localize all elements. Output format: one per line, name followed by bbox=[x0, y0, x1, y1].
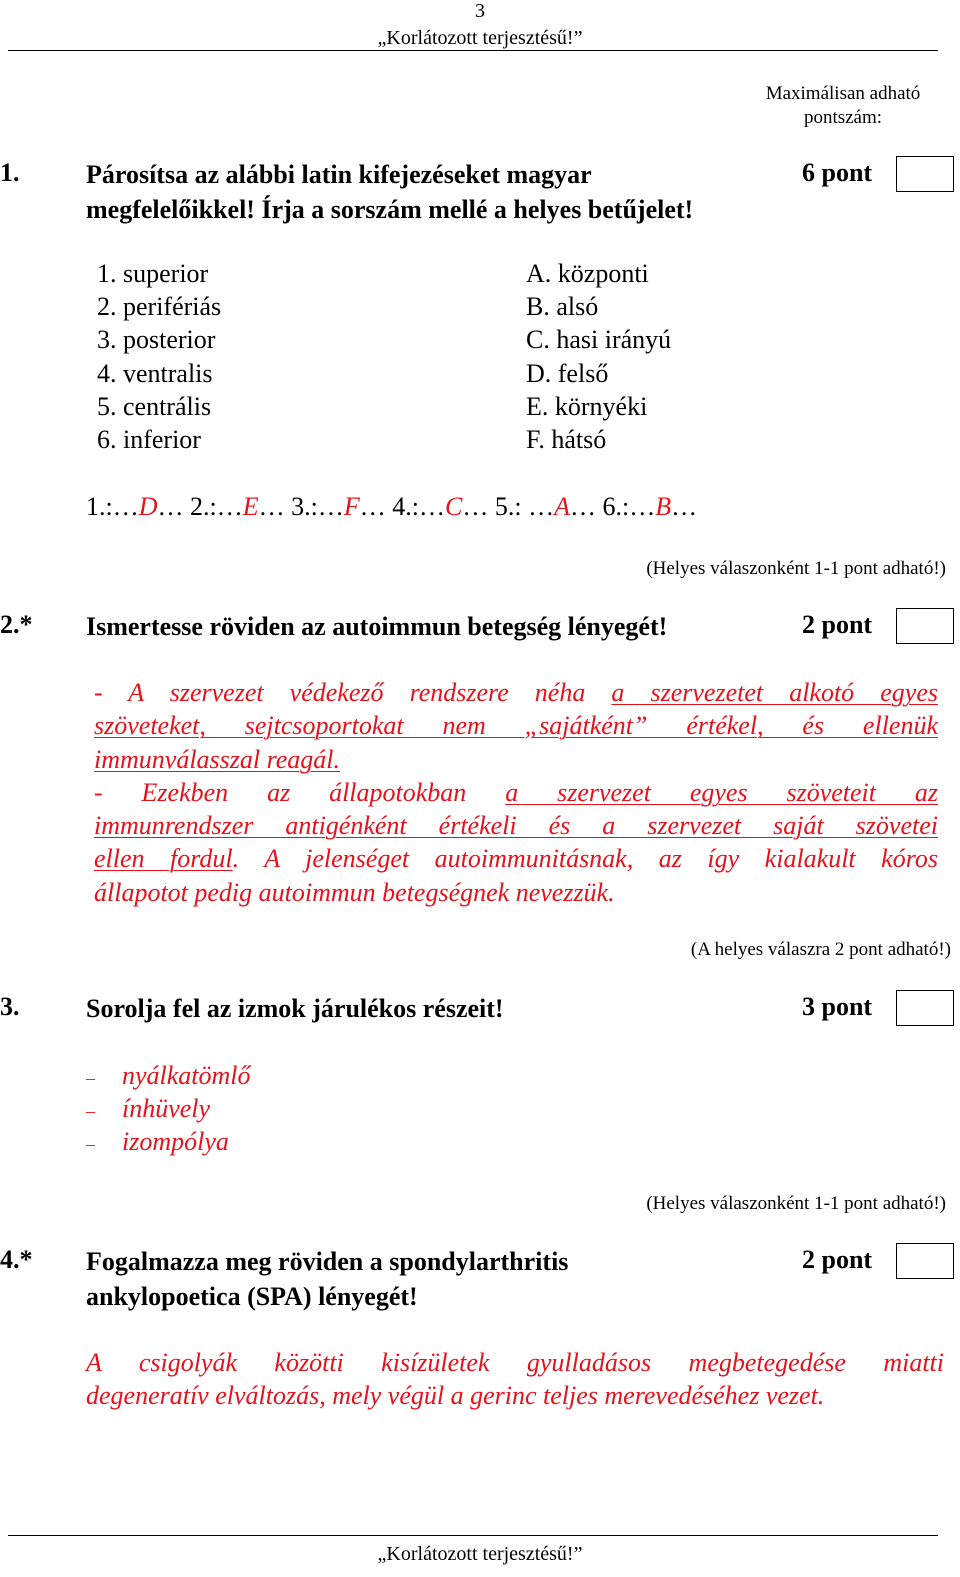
q1-right-item: A. központi bbox=[526, 259, 649, 288]
q1-answer-suffix: … bbox=[258, 492, 292, 521]
q1-left-item: 4. ventralis bbox=[97, 359, 213, 388]
q4-score-box[interactable] bbox=[896, 1243, 954, 1279]
q1-left-item: 5. centrális bbox=[97, 392, 212, 421]
q2-points: 2 pont bbox=[802, 610, 873, 639]
q1-answer-suffix: … bbox=[671, 492, 698, 521]
q4-answer bbox=[86, 1346, 944, 1413]
q4-answer-line: A csigolyák közötti kisízületek gyulladásos megbetegedése miatti bbox=[86, 1348, 944, 1377]
q1-right-item: C. hasi irányú bbox=[526, 325, 672, 354]
q2-answer-line bbox=[94, 876, 938, 909]
q2-score-box[interactable] bbox=[896, 608, 954, 644]
header-rule bbox=[8, 50, 938, 51]
q2-answer-text: . A jelenséget autoimmunitásnak, az így kialakult kóros bbox=[232, 844, 938, 874]
q3-score-box[interactable] bbox=[896, 990, 954, 1026]
q1-text-line2: megfelelőikkel! Írja a sorszám mellé a helyes betűjelet! bbox=[86, 195, 694, 224]
q2-answer-text: - Ezekben az állapotokban bbox=[94, 777, 506, 807]
q3-number: 3. bbox=[0, 992, 20, 1021]
q2-answer-underlined: ellen fordul bbox=[94, 844, 233, 874]
q4-points: 2 pont bbox=[802, 1245, 873, 1274]
q4-answer-line: degeneratív elváltozás, mely végül a gerinc teljes merevedéséhez vezet. bbox=[86, 1381, 825, 1411]
q2-number: 2.* bbox=[0, 610, 33, 639]
footer-rule bbox=[8, 1535, 938, 1536]
list-item bbox=[86, 1127, 229, 1157]
q3-points: 3 pont bbox=[802, 992, 873, 1021]
q1-answer-letter: B bbox=[655, 492, 672, 521]
q1-answer-prefix: 3.:… bbox=[291, 492, 344, 521]
q2-text: Ismertesse röviden az autoimmun betegség lényegét! bbox=[86, 612, 668, 641]
q1-left-item: 3. posterior bbox=[97, 325, 216, 354]
footer-restriction: „Korlátozott terjesztésű!” bbox=[377, 1543, 583, 1565]
q2-answer-line bbox=[94, 709, 938, 742]
q1-answer-suffix: … bbox=[462, 492, 495, 521]
q3-scoring-note: (Helyes válaszonként 1-1 pont adható!) bbox=[646, 1193, 946, 1214]
q2-answer-line bbox=[94, 743, 938, 776]
q2-answer-text: állapotot pedig autoimmun betegségnek nevezzük. bbox=[94, 877, 615, 907]
q2-answer-line bbox=[94, 842, 938, 875]
q1-points: 6 pont bbox=[802, 158, 873, 187]
q1-right-item: E. környéki bbox=[526, 392, 648, 421]
q2-answer-underlined: a szervezetet alkotó egyes bbox=[611, 678, 938, 707]
q1-scoring-note: (Helyes válaszonként 1-1 pont adható!) bbox=[646, 558, 946, 579]
q1-right-item: F. hátsó bbox=[526, 425, 607, 454]
q3-answer-item: izompólya bbox=[122, 1127, 229, 1156]
q2-answer-line bbox=[94, 776, 938, 809]
bullet-dash: – bbox=[86, 1134, 95, 1154]
q4-number: 4.* bbox=[0, 1245, 33, 1274]
q1-right-item: B. alsó bbox=[526, 292, 599, 321]
list-item bbox=[86, 1094, 210, 1124]
q1-answer-letter: C bbox=[445, 492, 463, 521]
q1-answer-line bbox=[86, 492, 697, 522]
q1-number: 1. bbox=[0, 158, 20, 187]
header-restriction: „Korlátozott terjesztésű!” bbox=[377, 27, 583, 49]
q1-answer-prefix: 2.:… bbox=[190, 492, 243, 521]
bullet-dash: – bbox=[86, 1101, 95, 1121]
q1-answer-suffix: … bbox=[359, 492, 393, 521]
q2-answer-underlined: immunrendszer antigénként értékeli és a szervezet saját szövetei bbox=[94, 811, 938, 841]
q1-answer-suffix: … bbox=[157, 492, 191, 521]
q2-scoring-note: (A helyes válaszra 2 pont adható!) bbox=[690, 939, 951, 960]
list-item bbox=[86, 1061, 251, 1091]
q1-answer-prefix: 5.: … bbox=[494, 492, 555, 521]
q1-right-item: D. felső bbox=[526, 359, 609, 388]
q1-answer-prefix: 6.:… bbox=[602, 492, 656, 521]
q4-text-line2: ankylopoetica (SPA) lényegét! bbox=[86, 1282, 418, 1311]
q3-answer-item: ínhüvely bbox=[122, 1094, 211, 1123]
q1-left-item: 1. superior bbox=[97, 259, 209, 288]
q4-text-line1: Fogalmazza meg röviden a spondylarthritis bbox=[86, 1247, 569, 1276]
q2-answer-underlined: szöveteket, sejtcsoportokat nem „sajátként” értékel, és ellenük bbox=[94, 711, 938, 741]
q1-score-box[interactable] bbox=[896, 156, 954, 192]
q1-left-item: 2. perifériás bbox=[97, 292, 222, 321]
q1-answer-letter: F bbox=[343, 492, 360, 521]
q1-answer-prefix: 1.:… bbox=[86, 492, 139, 521]
q2-answer-line bbox=[94, 676, 938, 709]
page-number: 3 bbox=[475, 0, 485, 22]
q1-answer-letter: A bbox=[554, 492, 570, 521]
q1-answer-prefix: 4.:… bbox=[392, 492, 445, 521]
q2-answer bbox=[94, 676, 938, 909]
q2-answer-text: - A szervezet védekező rendszere néha bbox=[94, 678, 612, 707]
q3-answer-item: nyálkatömlő bbox=[122, 1061, 251, 1090]
q2-answer-line bbox=[94, 809, 938, 842]
q1-answer-suffix: … bbox=[569, 492, 603, 521]
max-points-label: Maximálisan adható pontszám: bbox=[765, 83, 921, 128]
q1-text-line1: Párosítsa az alábbi latin kifejezéseket magyar bbox=[86, 160, 592, 189]
q2-answer-underlined: immunválasszal reagál. bbox=[94, 744, 341, 774]
q1-answer-letter: D bbox=[138, 492, 158, 521]
q2-answer-underlined: a szervezet egyes szöveteit az bbox=[505, 777, 938, 807]
q1-left-item: 6. inferior bbox=[97, 425, 201, 454]
q1-answer-letter: E bbox=[242, 492, 259, 521]
bullet-dash: – bbox=[86, 1068, 95, 1088]
q3-text: Sorolja fel az izmok járulékos részeit! bbox=[86, 994, 504, 1023]
